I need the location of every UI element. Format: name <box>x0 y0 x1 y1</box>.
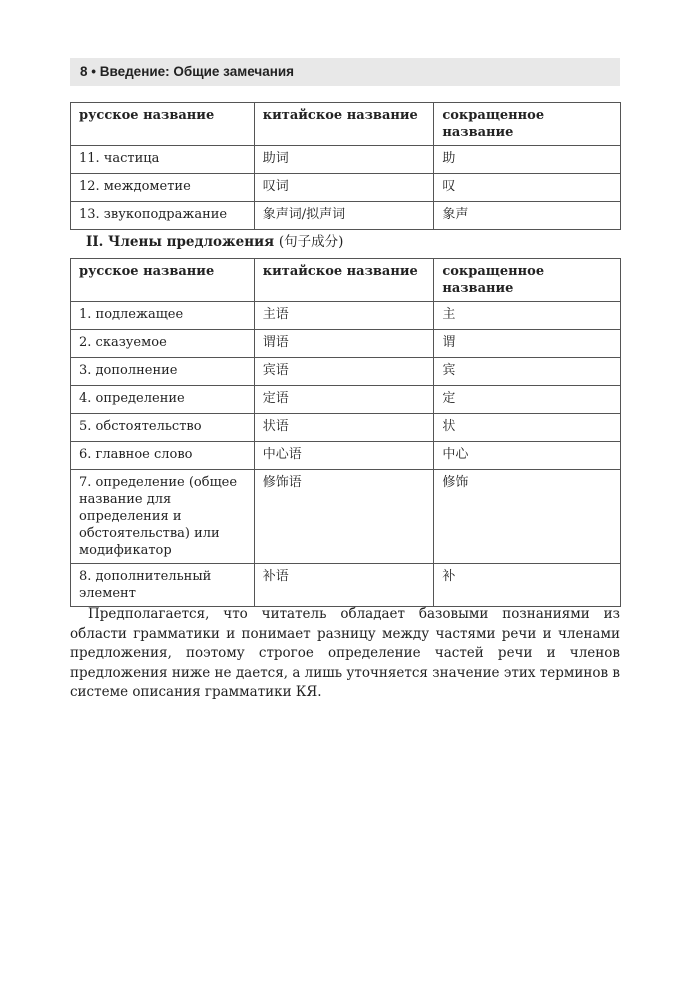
table-row <box>71 174 621 202</box>
table-row <box>71 414 621 442</box>
chinese-name-cell: 谓语 <box>254 330 434 358</box>
table-row <box>71 330 621 358</box>
column-header: русское название <box>71 259 255 302</box>
russian-name-cell: 6. главное слово <box>71 442 255 470</box>
short-name-cell: 中心 <box>434 442 621 470</box>
russian-name-cell: 3. дополнение <box>71 358 255 386</box>
short-name-cell: 修饰 <box>434 470 621 564</box>
short-name-cell: 状 <box>434 414 621 442</box>
table-row <box>71 442 621 470</box>
column-header: китайское название <box>254 259 434 302</box>
russian-name-cell: 1. подлежащее <box>71 302 255 330</box>
sentence-members-table <box>70 258 621 607</box>
section-title-chinese: (句子成分) <box>278 234 344 250</box>
column-header: китайское название <box>254 103 434 146</box>
short-name-cell: 叹 <box>434 174 621 202</box>
chinese-name-cell: 中心语 <box>254 442 434 470</box>
chinese-name-cell: 定语 <box>254 386 434 414</box>
section-title-text: II. Члены предложения <box>86 234 275 250</box>
table-row <box>71 470 621 564</box>
table-row <box>71 358 621 386</box>
section-title <box>86 230 343 250</box>
russian-name-cell: 5. обстоятельство <box>71 414 255 442</box>
russian-name-cell: 4. определение <box>71 386 255 414</box>
russian-name-cell: 13. звукоподражание <box>71 202 255 230</box>
russian-name-cell: 7. определение (общее название для определения и обстоятельства) или модификатор <box>71 470 255 564</box>
table-row <box>71 202 621 230</box>
body-paragraph: Предполагается, что читатель обладает базовыми познаниями из области грамматики и понимает разницу между частями речи и членами предложения, поэтому строгое определение частей речи и членов предложения ниже не дается, а лишь уточняется значение этих терминов в системе описания грамматики КЯ. <box>70 606 620 700</box>
short-name-cell: 宾 <box>434 358 621 386</box>
russian-name-cell: 8. дополнительный элемент <box>71 564 255 607</box>
short-name-cell: 助 <box>434 146 621 174</box>
table-row <box>71 386 621 414</box>
chinese-name-cell: 修饰语 <box>254 470 434 564</box>
russian-name-cell: 12. междометие <box>71 174 255 202</box>
chinese-name-cell: 叹词 <box>254 174 434 202</box>
short-name-cell: 主 <box>434 302 621 330</box>
chinese-name-cell: 状语 <box>254 414 434 442</box>
short-name-cell: 定 <box>434 386 621 414</box>
table-row <box>71 146 621 174</box>
chinese-name-cell: 补语 <box>254 564 434 607</box>
column-header: сокращенное название <box>434 259 621 302</box>
column-header: русское название <box>71 103 255 146</box>
table-row <box>71 564 621 607</box>
running-header: 8 • Введение: Общие замечания <box>70 58 620 86</box>
russian-name-cell: 2. сказуемое <box>71 330 255 358</box>
chinese-name-cell: 助词 <box>254 146 434 174</box>
short-name-cell: 补 <box>434 564 621 607</box>
russian-name-cell: 11. частица <box>71 146 255 174</box>
column-header: сокращенное название <box>434 103 621 146</box>
table-header-row <box>71 259 621 302</box>
table-row <box>71 302 621 330</box>
short-name-cell: 象声 <box>434 202 621 230</box>
chinese-name-cell: 宾语 <box>254 358 434 386</box>
table-header-row <box>71 103 621 146</box>
chinese-name-cell: 象声词/拟声词 <box>254 202 434 230</box>
parts-of-speech-table <box>70 102 621 230</box>
chinese-name-cell: 主语 <box>254 302 434 330</box>
short-name-cell: 谓 <box>434 330 621 358</box>
